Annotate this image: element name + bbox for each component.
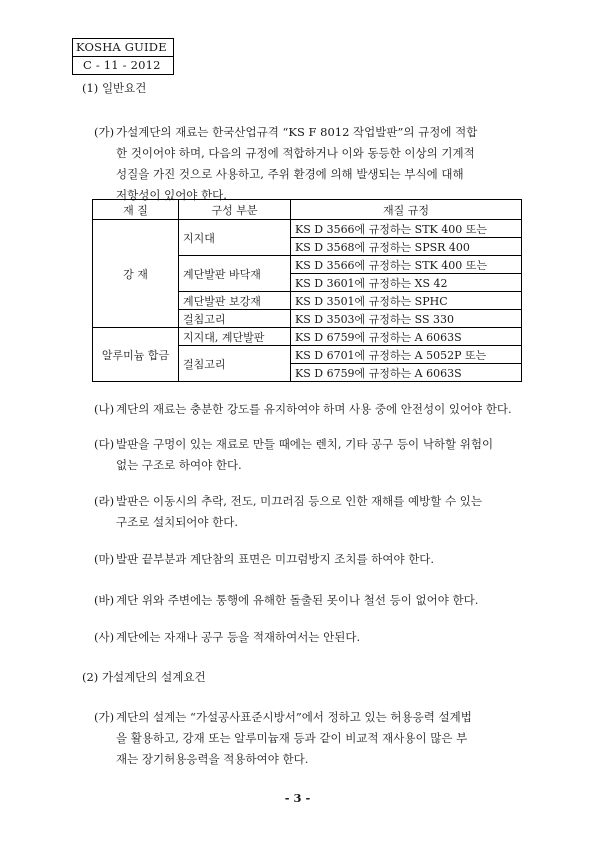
material-spec-table (92, 199, 522, 382)
item-text-line: 을 활용하고, 강재 또는 알루미늄재 등과 같이 비교적 재사용이 많은 부 (116, 731, 468, 745)
part-cell: 지지대, 계단발판 (179, 328, 291, 346)
item-text-line: 없는 구조로 하여야 한다. (116, 458, 242, 472)
spec-cell: KS D 6759에 규정하는 A 6063S (291, 364, 522, 382)
item-label: (나) (94, 402, 115, 416)
table-header-row (93, 200, 522, 220)
item-label: (가) (94, 710, 115, 724)
item-ra (94, 491, 524, 533)
item-na (94, 399, 524, 420)
spec-cell: KS D 3566에 규정하는 STK 400 또는 (291, 256, 522, 274)
part-cell: 지지대 (179, 220, 291, 256)
item-label: (라) (94, 494, 115, 508)
spec-cell: KS D 3501에 규정하는 SPHC (291, 292, 522, 310)
item-text-line: 가설계단의 재료는 한국산업규격 “KS F 8012 작업발판”의 규정에 적합 (116, 125, 478, 139)
material-aluminum: 알루미늄 합금 (93, 328, 179, 382)
part-cell: 걸침고리 (179, 346, 291, 382)
section-1-title: (1) 일반요건 (82, 81, 147, 95)
document-code-box (72, 38, 174, 75)
item-text-line: 발판을 구멍이 있는 재료로 만들 때에는 렌치, 기타 공구 등이 낙하할 위험이 (116, 437, 494, 451)
item-text-line: 성질을 가진 것으로 사용하고, 주위 환경에 의해 발생되는 부식에 대해 (116, 167, 464, 181)
spec-cell: KS D 3566에 규정하는 STK 400 또는 (291, 220, 522, 238)
spec-cell: KS D 3568에 규정하는 SPSR 400 (291, 238, 522, 256)
item-label: (바) (94, 593, 115, 607)
spec-cell: KS D 6701에 규정하는 A 5052P 또는 (291, 346, 522, 364)
item-ga (94, 122, 524, 206)
part-cell: 걸침고리 (179, 310, 291, 328)
item-text-line: 발판은 이동시의 추락, 전도, 미끄러짐 등으로 인한 재해를 예방할 수 있는 (116, 494, 483, 508)
part-cell: 계단발판 보강재 (179, 292, 291, 310)
item-ba (94, 590, 524, 611)
table-header-cell: 구성 부분 (179, 200, 291, 220)
item-text-line: 재는 장기허용응력을 적용하여야 한다. (116, 752, 309, 766)
guide-title: KOSHA GUIDE (76, 39, 167, 54)
item-text-line: 한 것이어야 하며, 다음의 규정에 적합하거나 이와 동등한 이상의 기계적 (116, 146, 475, 160)
item-text-line: 발판 끝부분과 계단참의 표면은 미끄럼방지 조치를 하여야 한다. (116, 552, 435, 566)
item-label: (마) (94, 552, 115, 566)
item-text-line: 계단 위와 주변에는 통행에 유해한 돌출된 못이나 철선 등이 없어야 한다. (116, 593, 479, 607)
item-label: (가) (94, 125, 115, 139)
item-label: (다) (94, 437, 115, 451)
section-2-title: (2) 가설계단의 설계요건 (82, 670, 206, 684)
item-text-line: 구조로 설치되어야 한다. (116, 515, 239, 529)
item-text-line: 계단의 설계는 “가설공사표준시방서”에서 정하고 있는 허용응력 설계법 (116, 710, 472, 724)
item-label: (사) (94, 630, 115, 644)
guide-number: C - 11 - 2012 (73, 56, 173, 74)
item-ma (94, 549, 524, 570)
material-steel: 강 재 (93, 220, 179, 328)
item-sa (94, 627, 524, 648)
item-text-line: 저항성이 있어야 한다. (116, 188, 227, 202)
table-header-cell: 재 질 (93, 200, 179, 220)
spec-cell: KS D 3503에 규정하는 SS 330 (291, 310, 522, 328)
table-row (93, 220, 522, 238)
spec-cell: KS D 3601에 규정하는 XS 42 (291, 274, 522, 292)
item2-ga (94, 707, 524, 770)
item-da (94, 434, 524, 476)
page-number: - 3 - (284, 791, 311, 805)
table-header-cell: 재질 규정 (291, 200, 522, 220)
part-cell: 계단발판 바닥재 (179, 256, 291, 292)
spec-cell: KS D 6759에 규정하는 A 6063S (291, 328, 522, 346)
table-row (93, 328, 522, 346)
item-text-line: 계단에는 자재나 공구 등을 적재하여서는 안된다. (116, 630, 361, 644)
item-text-line: 계단의 재료는 충분한 강도를 유지하여야 하며 사용 중에 안전성이 있어야 한다. (116, 402, 512, 416)
